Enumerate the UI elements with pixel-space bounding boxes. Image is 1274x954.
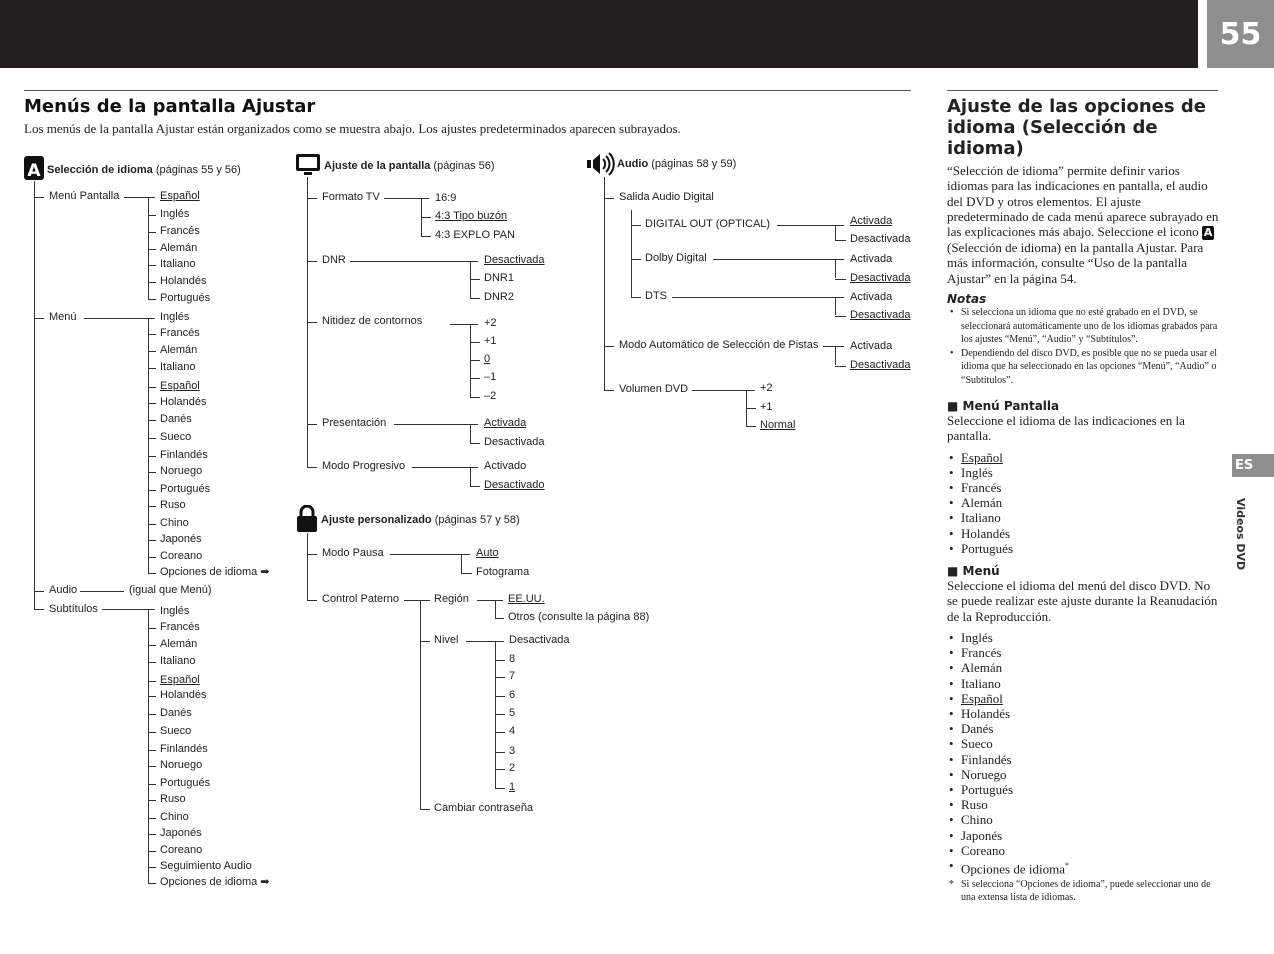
modo-option: Activada bbox=[850, 340, 893, 352]
mp-option: Portugués bbox=[160, 292, 211, 304]
tree-connector bbox=[746, 408, 756, 409]
tree-connector bbox=[148, 834, 156, 835]
vol-option: +1 bbox=[760, 401, 773, 413]
language-tab-es: ES bbox=[1232, 454, 1274, 477]
tree-connector bbox=[148, 438, 156, 439]
lang-subtitulos: Subtítulos bbox=[49, 603, 98, 615]
custom-region: Región bbox=[434, 593, 469, 605]
custom-paterno: Control Paterno bbox=[322, 593, 400, 605]
tree-connector bbox=[835, 279, 846, 280]
screen-formato-tv: Formato TV bbox=[322, 191, 380, 203]
custom-contrasena: Cambiar contraseña bbox=[434, 802, 534, 814]
tree-connector bbox=[495, 788, 505, 789]
sub2-title: ■ Menú bbox=[947, 564, 1000, 579]
tree-connector bbox=[148, 645, 156, 646]
prog-option: Activado bbox=[484, 460, 527, 472]
nivel-option: 7 bbox=[509, 670, 516, 682]
tree-connector bbox=[470, 486, 480, 487]
language-list-item: • Inglés bbox=[947, 630, 1219, 645]
tree-connector bbox=[495, 677, 505, 678]
nivel-option: 8 bbox=[509, 653, 516, 665]
footnote: * Si selecciona “Opciones de idioma”, puede seleccionar uno de una extensa lista de idiomas. bbox=[947, 878, 1219, 904]
ftv-option: 4:3 Tipo buzón bbox=[435, 210, 508, 222]
language-list-item: • Italiano bbox=[947, 676, 1219, 691]
note-2: • Dependiendo del disco DVD, es posible que no se pueda usar el idioma que ha seleccionado en las opciones “Menú”, “Audio” o “Subtítulos”. bbox=[947, 347, 1219, 388]
language-list-item: • Portugués bbox=[947, 782, 1219, 797]
tree-connector bbox=[148, 800, 156, 801]
sub1-title: ■ Menú Pantalla bbox=[947, 399, 1060, 414]
tree-connector bbox=[148, 628, 156, 629]
intro-text: Los menús de la pantalla Ajustar están organizados como se muestra abajo. Los ajustes predeterminados aparecen subrayados. bbox=[24, 121, 681, 136]
tree-connector bbox=[148, 851, 156, 852]
sub-option: Francés bbox=[160, 621, 200, 633]
tree-connector bbox=[495, 752, 505, 753]
audio-dolby: Dolby Digital bbox=[645, 252, 707, 264]
sub-option: Italiano bbox=[160, 655, 196, 667]
language-list-item: • Inglés bbox=[947, 465, 1219, 480]
tree-connector bbox=[148, 557, 156, 558]
vol-option: Normal bbox=[760, 419, 796, 431]
nivel-option: 5 bbox=[509, 707, 516, 719]
tree-connector bbox=[148, 766, 156, 767]
language-list-item: • Francés bbox=[947, 645, 1219, 660]
language-list-item: • Chino bbox=[947, 812, 1219, 827]
sub-option: Opciones de idioma ➡ bbox=[160, 876, 270, 888]
tree-connector bbox=[148, 681, 156, 682]
language-list-item: • Francés bbox=[947, 480, 1219, 495]
language-list-item: • Finlandés bbox=[947, 752, 1219, 767]
mp-option: Español bbox=[160, 190, 200, 202]
region-option: Otros (consulte la página 88) bbox=[508, 611, 650, 623]
language-list-item: • Portugués bbox=[947, 541, 1219, 556]
svg-text:A: A bbox=[27, 161, 41, 180]
nit-option: 0 bbox=[484, 353, 491, 365]
tree-connector bbox=[470, 360, 480, 361]
dnr-option: DNR2 bbox=[484, 291, 514, 303]
tree-connector bbox=[461, 573, 472, 574]
audio-dts: DTS bbox=[645, 290, 667, 302]
language-list-item: • Alemán bbox=[947, 495, 1219, 510]
sub-option: Chino bbox=[160, 811, 189, 823]
tree-connector bbox=[148, 387, 156, 388]
tree-connector bbox=[148, 867, 156, 868]
audio-salida: Salida Audio Digital bbox=[619, 191, 714, 203]
menu-option: Noruego bbox=[160, 465, 203, 477]
language-list-item: • Opciones de idioma* bbox=[947, 858, 1219, 877]
modo-option: Desactivada bbox=[850, 359, 911, 371]
sub-option: Sueco bbox=[160, 725, 192, 737]
pres-option: Desactivada bbox=[484, 436, 545, 448]
menu-option: Italiano bbox=[160, 361, 196, 373]
nivel-option: 1 bbox=[509, 781, 516, 793]
menu-option: Ruso bbox=[160, 499, 186, 511]
dolby-option: Desactivada bbox=[850, 272, 911, 284]
tree-connector bbox=[148, 490, 156, 491]
notes-title: Notas bbox=[947, 292, 987, 307]
nivel-option: 6 bbox=[509, 689, 516, 701]
screen-header: Ajuste de la pantalla (páginas 56) bbox=[324, 160, 495, 172]
sub2-list bbox=[947, 630, 1219, 877]
mp-option: Inglés bbox=[160, 208, 190, 220]
tree-connector bbox=[470, 378, 480, 379]
prog-option: Desactivado bbox=[484, 479, 545, 491]
dnr-option: Desactivada bbox=[484, 254, 545, 266]
sub-option: Ruso bbox=[160, 793, 186, 805]
pausa-option: Fotograma bbox=[476, 566, 530, 578]
tree-connector bbox=[421, 217, 431, 218]
tree-connector bbox=[148, 784, 156, 785]
tree-connector bbox=[835, 366, 846, 367]
audio-volumen: Volumen DVD bbox=[619, 383, 689, 395]
tree-connector bbox=[495, 696, 505, 697]
tree-connector bbox=[835, 316, 846, 317]
sub-option: Alemán bbox=[160, 638, 198, 650]
dout-option: Activada bbox=[850, 215, 893, 227]
padlock-icon bbox=[297, 505, 317, 532]
right-column bbox=[947, 96, 1219, 904]
tree-connector bbox=[470, 298, 480, 299]
tree-connector bbox=[148, 573, 156, 574]
language-list-item: • Holandés bbox=[947, 706, 1219, 721]
tree-connector bbox=[148, 282, 156, 283]
page-number: 55 bbox=[1207, 0, 1274, 68]
pres-option: Activada bbox=[484, 417, 527, 429]
mp-option: Holandés bbox=[160, 275, 207, 287]
tree-connector bbox=[148, 420, 156, 421]
tree-connector bbox=[148, 368, 156, 369]
tree-connector bbox=[470, 342, 480, 343]
sub1-list bbox=[947, 450, 1219, 556]
menu-option: Opciones de idioma ➡ bbox=[160, 566, 270, 578]
sub-option: Finlandés bbox=[160, 743, 208, 755]
tree-connector bbox=[470, 397, 480, 398]
sub-option: Portugués bbox=[160, 777, 211, 789]
tree-connector bbox=[148, 524, 156, 525]
tree-connector bbox=[148, 732, 156, 733]
language-a-inline-icon: A bbox=[1203, 226, 1213, 240]
custom-pausa: Modo Pausa bbox=[322, 547, 384, 559]
tree-connector bbox=[148, 456, 156, 457]
menu-option: Sueco bbox=[160, 431, 192, 443]
dts-option: Activada bbox=[850, 291, 893, 303]
menu-option: Finlandés bbox=[160, 449, 208, 461]
tree-connector bbox=[148, 265, 156, 266]
mp-option: Italiano bbox=[160, 258, 196, 270]
note-1: • Si selecciona un idioma que no esté grabado en el DVD, se seleccionará automáticamente uno de los idiomas grabados para los ajustes “Menú”, “Audio” y “Subtítulos”. bbox=[947, 306, 1219, 347]
vol-option: +2 bbox=[760, 382, 773, 394]
section-rule-right bbox=[947, 90, 1218, 91]
section-title: Menús de la pantalla Ajustar bbox=[24, 96, 316, 117]
section-rule bbox=[24, 90, 911, 91]
mp-option: Francés bbox=[160, 225, 200, 237]
tree-connector bbox=[148, 472, 156, 473]
tree-connector bbox=[495, 660, 505, 661]
sub-option: Inglés bbox=[160, 605, 190, 617]
tree-connector bbox=[148, 215, 156, 216]
menu-option: Francés bbox=[160, 327, 200, 339]
tree-connector bbox=[746, 426, 756, 427]
language-list-item: • Sueco bbox=[947, 736, 1219, 751]
tree-connector bbox=[148, 334, 156, 335]
lang-menu-pantalla: Menú Pantalla bbox=[49, 190, 120, 202]
tree-connector bbox=[148, 249, 156, 250]
sub-option: Danés bbox=[160, 707, 192, 719]
nit-option: +1 bbox=[484, 335, 497, 347]
lang-audio-same: (igual que Menú) bbox=[129, 584, 212, 596]
tree-connector bbox=[470, 443, 480, 444]
tree-connector bbox=[495, 732, 505, 733]
lang-header: Selección de idioma (páginas 55 y 56) bbox=[47, 164, 241, 176]
audio-modo-auto: Modo Automático de Selección de Pistas bbox=[619, 339, 819, 351]
menu-option: Español bbox=[160, 380, 200, 392]
tree-connector bbox=[148, 883, 156, 884]
menu-option: Inglés bbox=[160, 311, 190, 323]
language-list-item: • Ruso bbox=[947, 797, 1219, 812]
menu-option: Portugués bbox=[160, 483, 211, 495]
header-bar bbox=[0, 0, 1198, 68]
nivel-option: Desactivada bbox=[509, 634, 570, 646]
tree-connector bbox=[470, 279, 480, 280]
ftv-option: 16:9 bbox=[435, 192, 457, 204]
nit-option: –2 bbox=[484, 390, 497, 402]
tree-connector bbox=[148, 714, 156, 715]
sub-option: Noruego bbox=[160, 759, 203, 771]
language-list-item: • Español bbox=[947, 450, 1219, 465]
sub1-text: Seleccione el idioma de las indicaciones en la pantalla. bbox=[947, 413, 1185, 444]
screen-nitidez: Nitidez de contornos bbox=[322, 315, 423, 327]
language-a-icon bbox=[24, 156, 44, 180]
lang-menu: Menú bbox=[49, 311, 77, 323]
sub-option: Holandés bbox=[160, 689, 207, 701]
audio-digital-out: DIGITAL OUT (OPTICAL) bbox=[645, 218, 771, 230]
right-para1: “Selección de idioma” permite definir varios idiomas para las indicaciones en pantalla, el audio del DVD y otros elementos. El ajuste predeterminado de cada menú aparece subrayado en las explicaciones más abajo. Seleccione el icono A (Selección de idioma) en la pantalla Ajustar. Para más información, consulte “Uso de la pantalla Ajustar” en la página 54. bbox=[947, 163, 1219, 286]
tree-connector bbox=[421, 236, 431, 237]
tree-connector bbox=[148, 299, 156, 300]
pausa-option: Auto bbox=[476, 547, 499, 559]
mp-option: Alemán bbox=[160, 242, 198, 254]
screen-presentacion: Presentación bbox=[322, 417, 387, 429]
tv-screen-icon bbox=[296, 154, 320, 176]
dts-option: Desactivada bbox=[850, 309, 911, 321]
menu-option: Danés bbox=[160, 413, 192, 425]
nivel-option: 2 bbox=[509, 762, 516, 774]
custom-nivel: Nivel bbox=[434, 634, 459, 646]
nivel-option: 3 bbox=[509, 745, 516, 757]
language-list-item: • Italiano bbox=[947, 510, 1219, 525]
tree-connector bbox=[148, 403, 156, 404]
nivel-option: 4 bbox=[509, 725, 516, 737]
screen-dnr: DNR bbox=[322, 254, 346, 266]
custom-header: Ajuste personalizado (páginas 57 y 58) bbox=[321, 514, 520, 526]
sub-option: Español bbox=[160, 674, 200, 686]
language-list-item: • Holandés bbox=[947, 526, 1219, 541]
tree-connector bbox=[495, 618, 504, 619]
region-option: EE.UU. bbox=[508, 593, 545, 605]
tree-connector bbox=[148, 540, 156, 541]
tree-connector bbox=[495, 769, 505, 770]
tree-connector bbox=[835, 240, 846, 241]
lang-audio: Audio bbox=[49, 584, 78, 596]
menu-option: Japonés bbox=[160, 533, 202, 545]
tree-connector bbox=[148, 232, 156, 233]
ftv-option: 4:3 EXPLO PAN bbox=[435, 229, 515, 241]
tree-connector bbox=[148, 506, 156, 507]
menu-option: Holandés bbox=[160, 396, 207, 408]
sub2-text: Seleccione el idioma del menú del disco DVD. No se puede realizar este ajuste durante la Reanudación de la Reproducción. bbox=[947, 578, 1218, 624]
speaker-icon bbox=[587, 152, 615, 176]
tree-connector bbox=[148, 351, 156, 352]
sub-option: Coreano bbox=[160, 844, 203, 856]
language-list-item: • Noruego bbox=[947, 767, 1219, 782]
tree-connector bbox=[495, 714, 505, 715]
sub-option: Japonés bbox=[160, 827, 202, 839]
language-list-item: • Coreano bbox=[947, 843, 1219, 858]
tree-connector bbox=[148, 750, 156, 751]
dolby-option: Activada bbox=[850, 253, 893, 265]
language-list-item: • Japonés bbox=[947, 828, 1219, 843]
nit-option: –1 bbox=[484, 371, 497, 383]
menu-option: Coreano bbox=[160, 550, 203, 562]
menu-option: Alemán bbox=[160, 344, 198, 356]
screen-progresivo: Modo Progresivo bbox=[322, 460, 406, 472]
menu-option: Chino bbox=[160, 517, 189, 529]
language-list-item: • Alemán bbox=[947, 660, 1219, 675]
side-label: Videos DVD bbox=[1234, 498, 1247, 571]
language-list-item: • Español bbox=[947, 691, 1219, 706]
audio-header: Audio (páginas 58 y 59) bbox=[617, 158, 737, 170]
language-list-item: • Danés bbox=[947, 721, 1219, 736]
tree-connector bbox=[148, 818, 156, 819]
tree-connector bbox=[148, 662, 156, 663]
tree-connector bbox=[148, 696, 156, 697]
dnr-option: DNR1 bbox=[484, 272, 514, 284]
nit-option: +2 bbox=[484, 317, 497, 329]
right-title: Ajuste de las opciones de idioma (Selección de idioma) bbox=[947, 96, 1206, 159]
sub-option: Seguimiento Audio bbox=[160, 860, 252, 872]
dout-option: Desactivada bbox=[850, 233, 911, 245]
